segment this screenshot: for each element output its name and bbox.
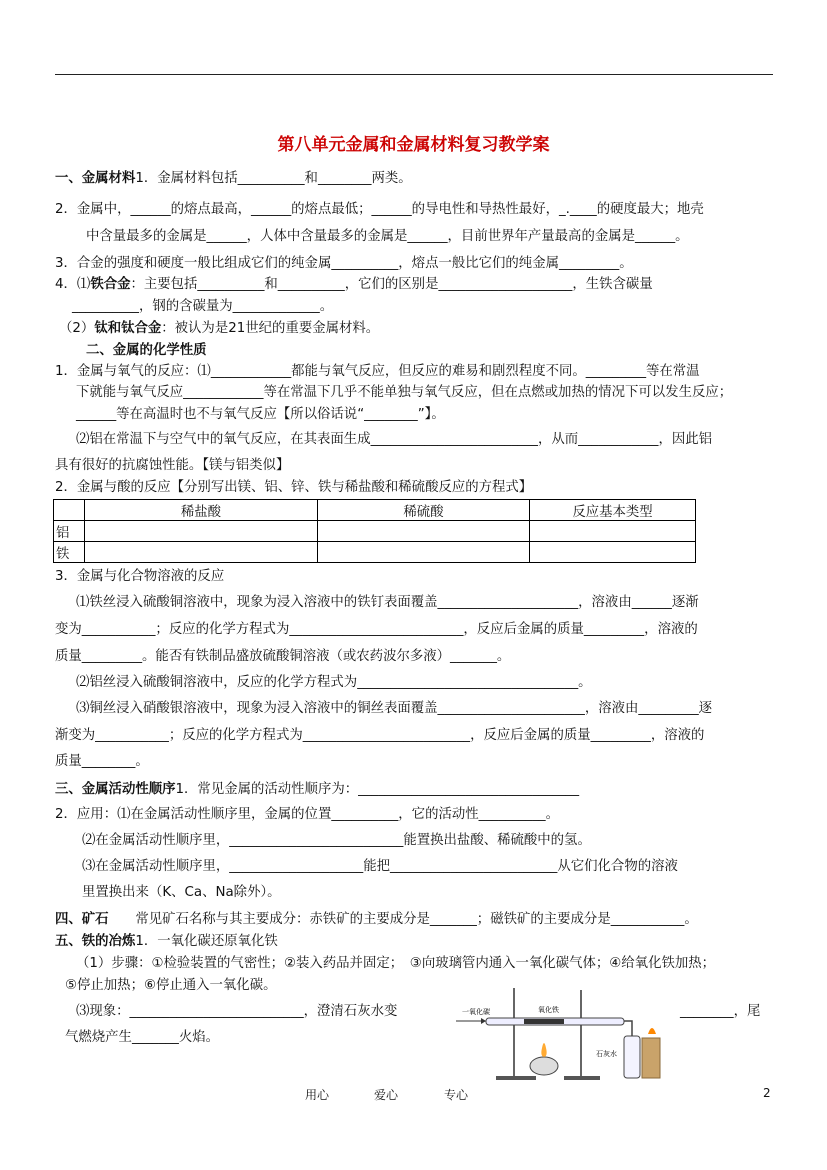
page-number: 2 xyxy=(763,1086,771,1100)
line-11: ⑵铝在常温下与空气中的氧气反应，在其表面生成_________________________，从而____________，因此铝 xyxy=(76,432,713,447)
line-0: 一、金属材料1．金属材料包括__________和________两类。 xyxy=(55,171,412,186)
line-3: 3．合金的强度和硬度一般比组成它们的纯金属__________，熔点一般比它们的纯金属_________。 xyxy=(55,256,633,271)
section-2-heading: 二、金属的化学性质 xyxy=(86,343,207,358)
footer-item: 用心 xyxy=(305,1088,330,1102)
line-28: 五、铁的冶炼1．一氧化碳还原氧化铁 xyxy=(55,934,278,949)
table-cell: 铝 xyxy=(54,521,85,542)
line-30: ⑤停止加热；⑥停止通入一氧化碳。 xyxy=(65,978,277,993)
line-2: 中含量最多的金属是______，人体中含量最多的金属是______，目前世界年产量最高的金属是______。 xyxy=(86,229,689,244)
table-header-row xyxy=(54,500,696,521)
table-header-cell: 稀盐酸 xyxy=(85,500,318,521)
line-14: 3．金属与化合物溶液的反应 xyxy=(55,569,225,584)
line-15: ⑴铁丝浸入硫酸铜溶液中，现象为浸入溶液中的铁钉表面覆盖_____________________，溶液由______逐渐 xyxy=(76,595,699,610)
table-cell[interactable] xyxy=(85,521,318,542)
line-17: 质量_________。能否有铁制品盛放硫酸铜溶液（或农药波尔多液）_______。 xyxy=(55,649,511,664)
page-title: 第八单元金属和金属材料复习教学案 xyxy=(277,135,550,155)
line-9: 下就能与氧气反应____________等在常温下几乎不能单独与氧气反应，但在点燃或加热的情况下可以发生反应； xyxy=(76,385,733,400)
line-25: ⑶在金属活动性顺序里，____________________能把_________________________从它们化合物的溶液 xyxy=(82,859,678,874)
table-cell[interactable] xyxy=(85,542,318,563)
line-23: 2．应用：⑴在金属活动性顺序里，金属的位置__________，它的活动性__________。 xyxy=(55,807,559,822)
line-1: 2．金属中，______的熔点最高，______的熔点最低；______的导电性和导热性最好，_.____的硬度最大；地壳 xyxy=(55,202,704,217)
line-10: ______等在高温时也不与氧气反应【所以俗话说“________”】。 xyxy=(76,407,445,422)
table-cell: 铁 xyxy=(54,542,85,563)
line-4: 4．⑴铁合金：主要包括__________和__________，它们的区别是____________________，生铁含碳量 xyxy=(55,277,653,292)
line-27: 四、矿石 常见矿石名称与其主要成分：赤铁矿的主要成分是_______；磁铁矿的主要成分是___________。 xyxy=(55,912,698,927)
limewater-label: 石灰水 xyxy=(596,1050,617,1058)
table-row xyxy=(54,521,696,542)
line-32: ________，尾 xyxy=(680,1004,761,1019)
line-24: ⑵在金属活动性顺序里，__________________________能置换出盐酸、稀硫酸中的氢。 xyxy=(82,833,591,848)
line-8: 1．金属与氧气的反应：⑴____________都能与氧气反应，但反应的难易和剧烈程度不同。_________等在常温 xyxy=(55,364,700,379)
line-33: 气燃烧产生_______火焰。 xyxy=(65,1030,219,1045)
fe2o3-label: 氧化铁 xyxy=(538,1006,559,1014)
table-header-cell xyxy=(54,500,85,521)
table-cell[interactable] xyxy=(318,521,530,542)
co-label: 一氧化碳 xyxy=(462,1008,490,1016)
table-header-cell: 稀硫酸 xyxy=(318,500,530,521)
line-26: 里置换出来（K、Ca、Na除外）。 xyxy=(82,885,281,900)
table-cell[interactable] xyxy=(530,521,696,542)
line-6: （2）钛和钛合金：被认为是21世纪的重要金属材料。 xyxy=(59,321,380,336)
footer-item: 专心 xyxy=(444,1088,469,1102)
line-12: 具有很好的抗腐蚀性能。【镁与铝类似】 xyxy=(55,458,290,473)
line-29: （1）步骤：①检验装置的气密性；②装入药品并固定； ③向玻璃管内通入一氧化碳气体；④给氧化铁加热； xyxy=(76,956,716,971)
line-18: ⑵铝丝浸入硫酸铜溶液中，反应的化学方程式为_________________________________。 xyxy=(76,675,592,690)
table-header-cell: 反应基本类型 xyxy=(530,500,696,521)
line-16: 变为___________；反应的化学方程式为__________________________，反应后金属的质量_________，溶液的 xyxy=(55,622,698,637)
table-cell[interactable] xyxy=(318,542,530,563)
line-19: ⑶铜丝浸入硝酸银溶液中，现象为浸入溶液中的铜丝表面覆盖______________________，溶液由_________逐 xyxy=(76,701,713,716)
co-reduction-apparatus-diagram xyxy=(456,986,662,1082)
footer-item: 爱心 xyxy=(374,1088,399,1102)
line-21: 质量________。 xyxy=(55,754,149,769)
line-5: __________，钢的含碳量为_____________。 xyxy=(72,299,334,314)
line-31: ⑶现象：__________________________，澄清石灰水变 xyxy=(76,1004,398,1019)
table-cell[interactable] xyxy=(530,542,696,563)
line-13: 2．金属与酸的反应【分别写出镁、铝、锌、铁与稀盐酸和稀硫酸反应的方程式】 xyxy=(55,480,533,495)
header-rule xyxy=(55,74,773,75)
table-row xyxy=(54,542,696,563)
line-20: 渐变为___________；反应的化学方程式为_________________________，反应后金属的质量_________，溶液的 xyxy=(55,728,705,743)
acid-reaction-table xyxy=(53,499,696,563)
line-22: 三、金属活动性顺序1．常见金属的活动性顺序为：_________________________________ xyxy=(55,782,580,797)
